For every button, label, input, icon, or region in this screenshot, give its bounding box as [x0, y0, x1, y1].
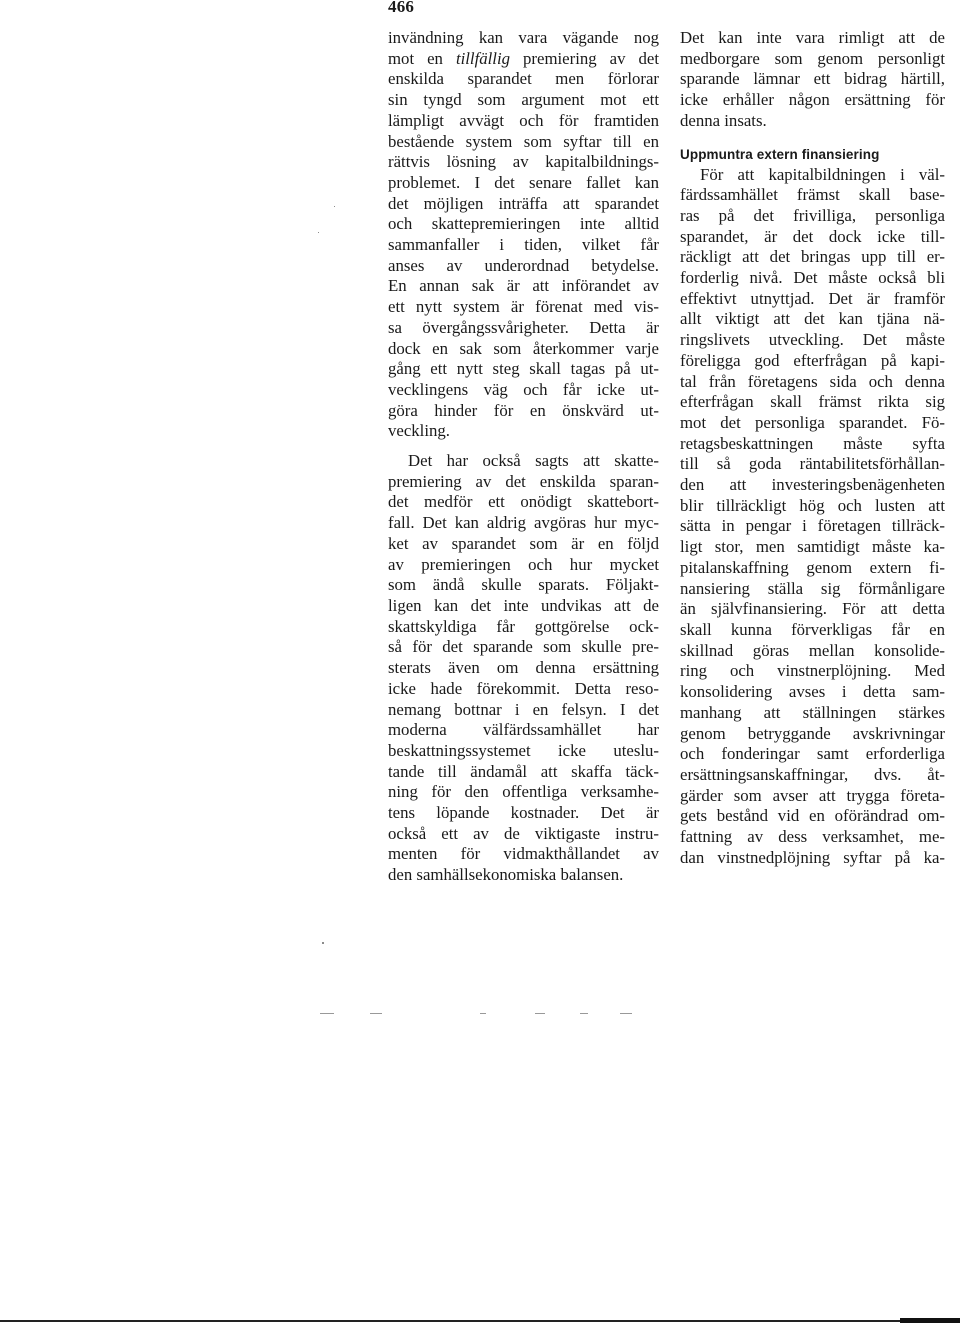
text-line: effektivt utnyttjad. Det är framför — [680, 288, 945, 308]
text-line: sammanfaller i tiden, vilket får — [388, 235, 659, 255]
text-line: dock en sak som återkommer varje — [388, 338, 659, 358]
text-line: sterats även om denna ersättning — [388, 658, 659, 678]
text-line: ligen kan det inte undvikas att de — [388, 595, 659, 615]
page-bottom-rule-thick — [900, 1318, 960, 1323]
text-line: så för det sparande som skulle pre- — [388, 637, 659, 657]
text-line: mot en tillfällig premiering av det — [388, 48, 659, 68]
text-line: skillnad göras mellan konsolide- — [680, 640, 945, 660]
text-line: En annan sak är att införandet av — [388, 276, 659, 296]
scan-speck — [318, 232, 319, 233]
text-line: nemang bottnar i en felsyn. I det — [388, 699, 659, 719]
text-line: sätta in pengar i företagen tillräck- — [680, 516, 945, 536]
text-line: rättvis lösning av kapitalbildnings- — [388, 152, 659, 172]
text-line: föreligga god efterfrågan på kapi- — [680, 350, 945, 370]
scan-artifact-dashes — [320, 1013, 660, 1015]
text-line: ring och vinstnerplöjning. Med — [680, 661, 945, 681]
text-line: sa övergångssvårigheter. Detta är — [388, 317, 659, 337]
text-line: dan vinstnedplöjning syftar på ka- — [680, 847, 945, 867]
text-line: efterfrågan skall främst rikta sig — [680, 392, 945, 412]
text-line: det medför ett onödigt skattebort- — [388, 492, 659, 512]
text-line: retagsbeskattningen måste syfta — [680, 433, 945, 453]
paragraph-gap — [388, 442, 659, 451]
text-line: skall kunna förverkligas får en — [680, 619, 945, 639]
text-line: premiering av det enskilda sparan- — [388, 471, 659, 491]
text-line: och skattepremieringen inte alltid — [388, 214, 659, 234]
text-line: allt viktigt att det kan tjäna nä- — [680, 309, 945, 329]
text-line: anses av underordnad betydelse. — [388, 255, 659, 275]
text-line: färdssamhället främst skall base- — [680, 185, 945, 205]
text-line: icke erhåller någon ersättning för — [680, 90, 945, 110]
left-column — [388, 28, 659, 886]
text-line: skattskyldiga får gottgörelse ock- — [388, 616, 659, 636]
text-line: ersättningsanskaffningar, dvs. åt- — [680, 764, 945, 784]
text-line: räckligt att det bringas upp till er- — [680, 247, 945, 267]
text-line: lämpligt avvägt och för framtiden — [388, 110, 659, 130]
page-number: 466 — [388, 0, 415, 16]
text-line: forderlig nivå. Det måste också bli — [680, 268, 945, 288]
text-line: ning för den offentliga verksamhe- — [388, 782, 659, 802]
text-line: ras på det frivilliga, personliga — [680, 205, 945, 225]
text-line: bestående system som syftar till en — [388, 131, 659, 151]
text-line: invändning kan vara vägande nog — [388, 28, 659, 47]
text-line: tal från företagens sida och denna — [680, 371, 945, 391]
text-line: göra hinder för en önskvärd ut- — [388, 400, 659, 420]
text-line: problemet. I det senare fallet kan — [388, 172, 659, 192]
text-line: För att kapitalbildningen i väl- — [700, 164, 945, 184]
text-line: tens löpande kostnader. Det är — [388, 803, 659, 823]
text-line: ket av sparandet som är en följd — [388, 533, 659, 553]
text-line: mot det personliga sparandet. Fö- — [680, 412, 945, 432]
text-line: av premieringen och hur mycket — [388, 554, 659, 574]
text-line: genom betryggande avskrivningar — [680, 723, 945, 743]
text-line: som ändå skulle sparats. Följakt- — [388, 575, 659, 595]
text-line: blir tillräckligt hög och lusten att — [680, 495, 945, 515]
text-line: ett nytt system är förenat med vis- — [388, 297, 659, 317]
text-line: konsolidering avses i detta sam- — [680, 682, 945, 702]
text-line: än självfinansiering. För att detta — [680, 599, 945, 619]
text-line: Det kan inte vara rimligt att de — [680, 28, 945, 47]
text-line: gets bestånd vid en oförändrad om- — [680, 806, 945, 826]
text-line: ringslivets utveckling. Det måste — [680, 330, 945, 350]
text-line: manhang att ställningen stärkes — [680, 702, 945, 722]
section-heading: Uppmuntra extern finansiering — [680, 146, 880, 162]
text-line: den att investeringsbenägenheten — [680, 475, 945, 495]
text-line: icke hade förekommit. Detta reso- — [388, 678, 659, 698]
text-line: fattning av dess verksamhet, me- — [680, 827, 945, 847]
page-bottom-rule — [0, 1320, 960, 1322]
text-line: veckling. — [388, 421, 450, 441]
text-line: medborgare som genom personligt — [680, 48, 945, 68]
text-line: vecklingens väg och får icke ut- — [388, 379, 659, 399]
text-line: till så goda räntabilitetsförhållan- — [680, 454, 945, 474]
text-line: beskattningssystemet icke uteslu- — [388, 740, 659, 760]
text-line: ligt stor, men samtidigt måste ka- — [680, 537, 945, 557]
text-line: fall. Det kan aldrig avgöras hur myc- — [388, 513, 659, 533]
scan-speck — [322, 942, 324, 944]
text-line: enskilda sparandet men förlorar — [388, 69, 659, 89]
text-line: pitalanskaffning genom extern fi- — [680, 557, 945, 577]
text-line: sparandet, är det dock icke till- — [680, 226, 945, 246]
paragraph-gap — [680, 132, 945, 145]
text-line: sparande lämnar ett bidrag härtill, — [680, 69, 945, 89]
text-line: denna insats. — [680, 110, 767, 130]
text-line: menten för vidmakthållandet av — [388, 844, 659, 864]
text-line: tande till ändamål att skaffa täck- — [388, 761, 659, 781]
scan-speck — [334, 206, 335, 207]
text-line: gång ett nytt steg skall tagas på ut- — [388, 359, 659, 379]
text-line: moderna välfärdssamhället har — [388, 720, 659, 740]
text-line: också ett av de viktigaste instru- — [388, 823, 659, 843]
text-line: gärder som avser att trygga företa- — [680, 785, 945, 805]
text-line: den samhällsekonomiska balansen. — [388, 865, 624, 885]
text-line: nansiering ställa sig förmånligare — [680, 578, 945, 598]
text-line: Det har också sagts att skatte- — [408, 451, 659, 471]
right-column — [680, 28, 945, 868]
text-line: och fonderingar samt erforderliga — [680, 744, 945, 764]
text-line: sin tyngd som argument mot ett — [388, 90, 659, 110]
text-line: det möjligen inträffa att sparandet — [388, 193, 659, 213]
